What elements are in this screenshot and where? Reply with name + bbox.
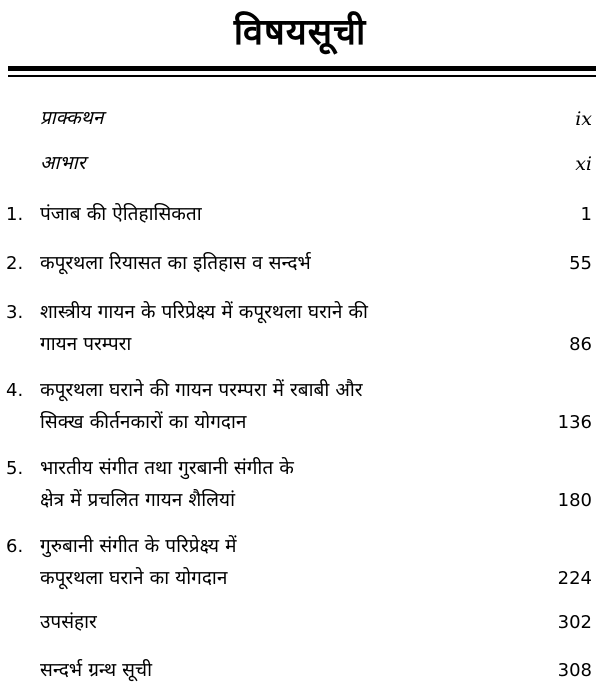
toc-entry-title-line-1: गुरुबानी संगीत के परिप्रेक्ष्य में (40, 535, 237, 557)
toc-entry-page: ix (575, 108, 592, 130)
toc-entry-title-line-2: कपूरथला घराने का योगदान (40, 567, 228, 589)
title-divider-thick (8, 66, 596, 71)
toc-entry-title-line-1: शास्त्रीय गायन के परिप्रेक्ष्य में कपूरथला घराने की (40, 301, 368, 323)
toc-entry-number: 1. (6, 204, 24, 225)
toc-entry-title-line-2: गायन परम्परा (40, 333, 132, 355)
toc-entry-page: 1 (580, 204, 592, 225)
toc-entry-title: कपूरथला रियासत का इतिहास व सन्दर्भ (40, 252, 311, 274)
toc-entry-page: 308 (557, 660, 592, 681)
toc-entry-page: 302 (557, 612, 592, 633)
title-divider-thin (8, 75, 596, 77)
toc-entry-page: 136 (557, 412, 592, 433)
toc-entry-number: 6. (6, 536, 24, 557)
toc-entry-title-line-1: कपूरथला घराने की गायन परम्परा में रबाबी और (40, 379, 363, 401)
toc-entry-number: 5. (6, 458, 24, 479)
toc-entry-page: 55 (569, 253, 592, 274)
toc-entry-title: आभार (40, 152, 86, 174)
page-title: विषयसूची (233, 12, 367, 53)
toc-entry-number: 3. (6, 302, 24, 323)
toc-entry-title-line-2: क्षेत्र में प्रचलित गायन शैलियां (40, 489, 235, 511)
toc-entry-page: 224 (557, 568, 592, 589)
toc-entry-page: xi (575, 153, 592, 175)
toc-entry-title: सन्दर्भ ग्रन्थ सूची (40, 659, 153, 681)
toc-entry-title-line-1: भारतीय संगीत तथा गुरबानी संगीत के (40, 457, 294, 479)
toc-entry-number: 4. (6, 380, 24, 401)
toc-entry-title: पंजाब की ऐतिहासिकता (40, 203, 202, 225)
toc-entry-title-line-2: सिक्ख कीर्तनकारों का योगदान (40, 411, 247, 433)
toc-entry-title: प्राक्कथन (40, 107, 104, 129)
toc-entry-page: 180 (557, 490, 592, 511)
toc-entry-page: 86 (569, 334, 592, 355)
toc-entry-number: 2. (6, 253, 24, 274)
toc-entry-title: उपसंहार (40, 611, 97, 633)
